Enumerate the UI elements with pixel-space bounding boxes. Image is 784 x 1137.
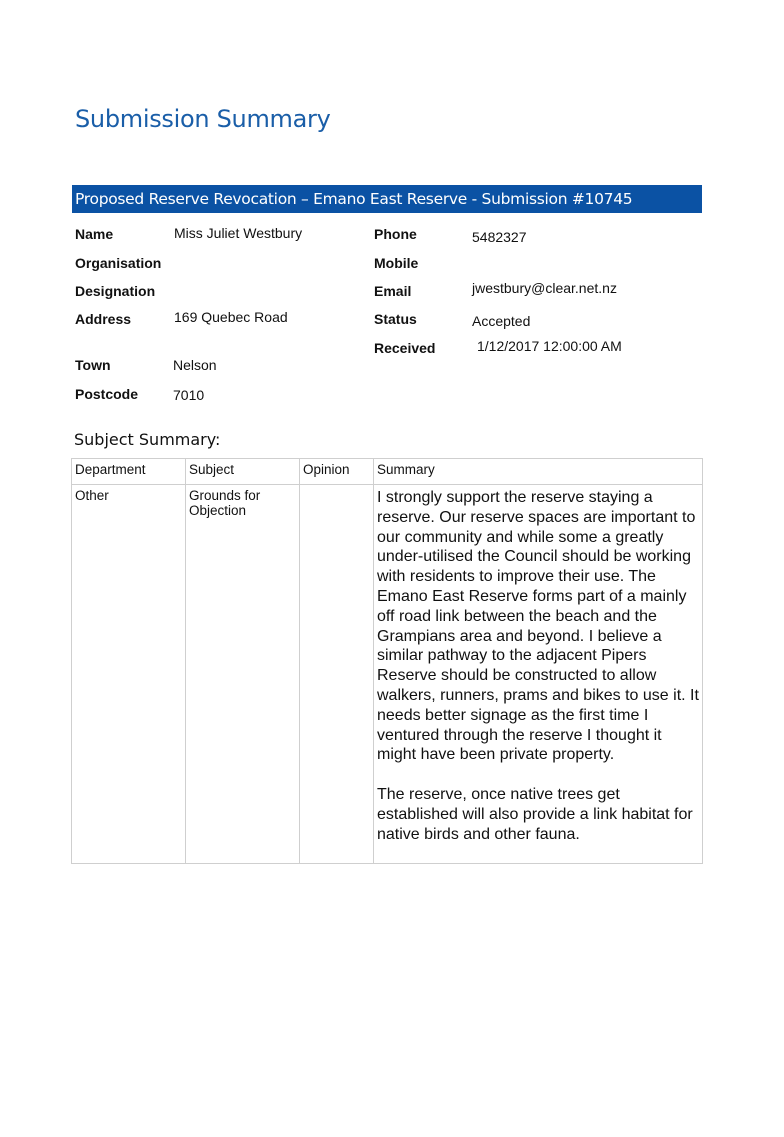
email-value: jwestbury@clear.net.nz: [472, 280, 617, 296]
opinion-cell: [300, 485, 374, 864]
subject-summary-table: [71, 458, 703, 864]
subject-cell: Grounds for Objection: [186, 485, 300, 864]
email-label: Email: [374, 283, 412, 299]
postcode-label: Postcode: [75, 386, 139, 402]
column-header-opinion: Opinion: [300, 459, 374, 485]
received-label: Received: [374, 340, 436, 356]
received-value: 1/12/2017 12:00:00 AM: [477, 338, 622, 354]
name-value: Miss Juliet Westbury: [174, 225, 303, 241]
summary-cell: [374, 485, 703, 864]
town-label: Town: [75, 357, 111, 373]
postcode-value: 7010: [173, 387, 205, 403]
town-value: Nelson: [173, 357, 217, 373]
organisation-label: Organisation: [75, 255, 162, 271]
table-row: [72, 485, 703, 864]
column-header-department: Department: [72, 459, 186, 485]
column-header-subject: Subject: [186, 459, 300, 485]
status-label: Status: [374, 311, 417, 327]
summary-paragraph: The reserve, once native trees get established will also provide a link habitat for native birds and other fauna.: [377, 786, 693, 843]
table-header-row: [72, 459, 703, 485]
subject-summary-heading: Subject Summary:: [74, 430, 221, 449]
phone-label: Phone: [374, 226, 417, 242]
mobile-label: Mobile: [374, 255, 419, 271]
name-label: Name: [75, 226, 114, 242]
address-label: Address: [75, 311, 132, 327]
address-value: 169 Quebec Road: [174, 309, 288, 325]
column-header-summary: Summary: [374, 459, 703, 485]
summary-paragraph: I strongly support the reserve staying a reserve. Our reserve spaces are important to our community and while some a greatly under-utilised the Council should be working with residents to improve their use. The Emano East Reserve forms part of a mainly off road link between the beach and the Grampians area and beyond. I believe a similar pathway to the adjacent Pipers Reserve should be constructed to allow walkers, runners, prams and bikes to use it. It needs better signage as the first time I ventured through the reserve I thought it might have been private property.: [377, 489, 699, 764]
designation-label: Designation: [75, 283, 156, 299]
status-value: Accepted: [472, 313, 531, 329]
phone-value: 5482327: [472, 229, 527, 245]
department-cell: Other: [72, 485, 186, 864]
page-title: Submission Summary: [75, 105, 331, 133]
submission-banner: Proposed Reserve Revocation – Emano East Reserve - Submission #10745: [72, 185, 702, 213]
